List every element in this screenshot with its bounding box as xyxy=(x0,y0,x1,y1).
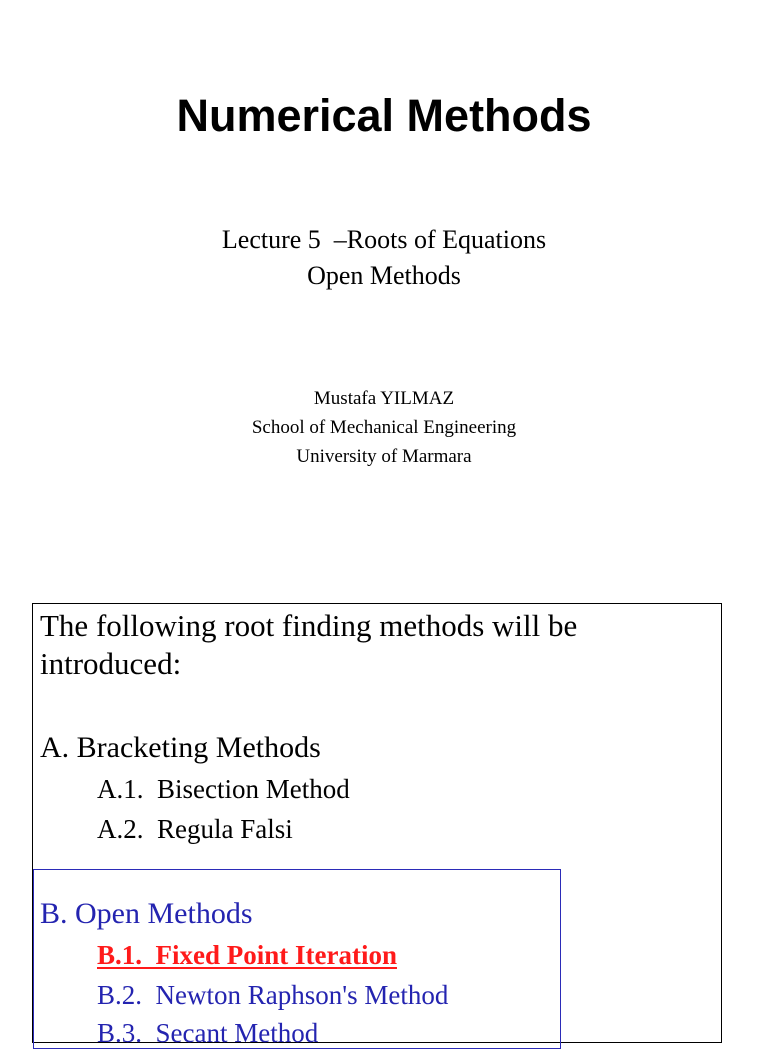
lecture-subtitle-line-2: Open Methods xyxy=(307,261,461,290)
outline-intro: The following root finding methods will be introduced: xyxy=(40,608,578,681)
slide-title: Numerical Methods xyxy=(176,90,592,141)
section-b-heading: B. Open Methods xyxy=(40,897,253,930)
section-a-item-bisection: A.1. Bisection Method xyxy=(97,774,350,804)
section-b-item-newton-raphson: B.2. Newton Raphson's Method xyxy=(97,980,449,1010)
section-a-heading: A. Bracketing Methods xyxy=(40,731,321,764)
section-b-item-fixed-point-current: B.1. Fixed Point Iteration xyxy=(97,940,397,970)
lecture-subtitle-line-1: Lecture 5 –Roots of Equations xyxy=(221,225,547,254)
author-school: School of Mechanical Engineering xyxy=(251,417,517,438)
author-block xyxy=(0,384,768,471)
lecture-subtitle xyxy=(0,222,768,294)
author-university: University of Marmara xyxy=(296,446,472,467)
author-name: Mustafa YILMAZ xyxy=(313,388,455,409)
section-a-item-regula-falsi: A.2. Regula Falsi xyxy=(97,814,293,844)
section-b-item-secant: B.3. Secant Method xyxy=(97,1018,319,1048)
